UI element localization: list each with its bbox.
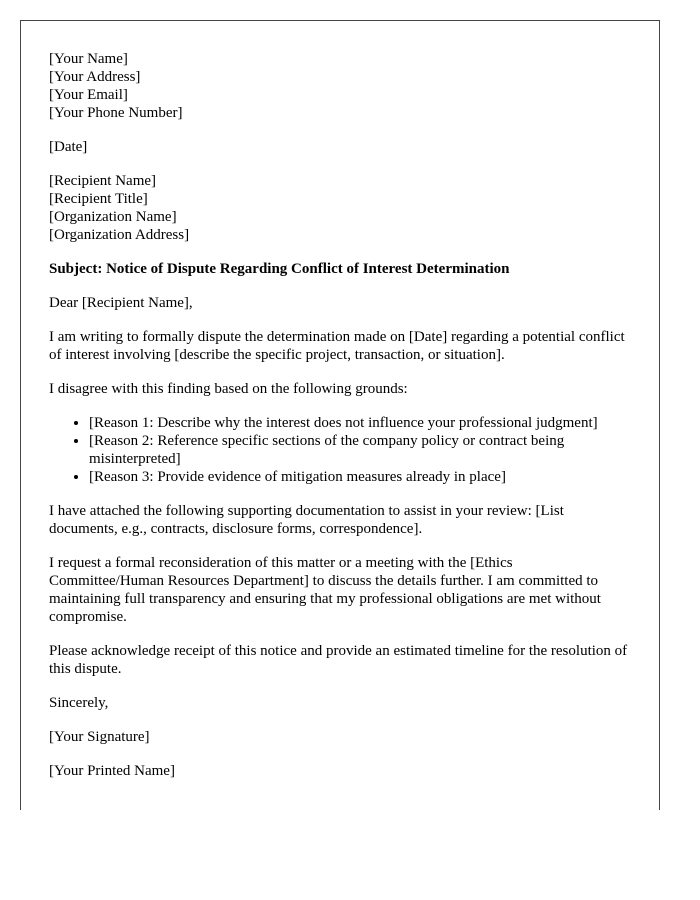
sender-block bbox=[49, 50, 631, 122]
intro-paragraph: I am writing to formally dispute the determination made on [Date] regarding a potential conflict of interest involving [describe the specific project, transaction, or situation]. bbox=[49, 329, 625, 363]
sender-phone: [Your Phone Number] bbox=[49, 105, 183, 121]
request-paragraph: I request a formal reconsideration of this matter or a meeting with the [Ethics Committee/Human Resources Department] to discuss the details further. I am committed to maintaining full transparency and ensuring that my professional obligations are met without compromise. bbox=[49, 555, 601, 625]
sender-email: [Your Email] bbox=[49, 87, 128, 103]
salutation: Dear [Recipient Name], bbox=[49, 295, 193, 311]
signature: [Your Signature] bbox=[49, 729, 150, 745]
recipient-organization: [Organization Name] bbox=[49, 209, 177, 225]
letter-page bbox=[20, 20, 660, 810]
sender-name: [Your Name] bbox=[49, 51, 128, 67]
acknowledge-paragraph: Please acknowledge receipt of this notice and provide an estimated timeline for the resolution of this dispute. bbox=[49, 643, 628, 677]
subject-line: Subject: Notice of Dispute Regarding Conflict of Interest Determination bbox=[49, 261, 510, 277]
grounds-intro-paragraph: I disagree with this finding based on the following grounds: bbox=[49, 381, 408, 397]
printed-name: [Your Printed Name] bbox=[49, 763, 175, 779]
reason-item: • [Reason 3: Provide evidence of mitigation measures already in place] bbox=[89, 468, 631, 486]
recipient-name: [Recipient Name] bbox=[49, 173, 157, 189]
closing: Sincerely, bbox=[49, 695, 109, 711]
reason-item: • [Reason 2: Reference specific sections of the company policy or contract being misinterpreted] bbox=[89, 432, 631, 468]
documentation-paragraph: I have attached the following supporting documentation to assist in your review: [List documents, e.g., contracts, disclosure forms, correspondence]. bbox=[49, 503, 564, 537]
recipient-block bbox=[49, 172, 631, 244]
reason-item: • [Reason 1: Describe why the interest does not influence your professional judgment] bbox=[89, 414, 631, 432]
recipient-title: [Recipient Title] bbox=[49, 191, 148, 207]
letter-date: [Date] bbox=[49, 139, 88, 155]
sender-address: [Your Address] bbox=[49, 69, 141, 85]
reasons-list bbox=[49, 414, 631, 486]
recipient-address: [Organization Address] bbox=[49, 227, 190, 243]
